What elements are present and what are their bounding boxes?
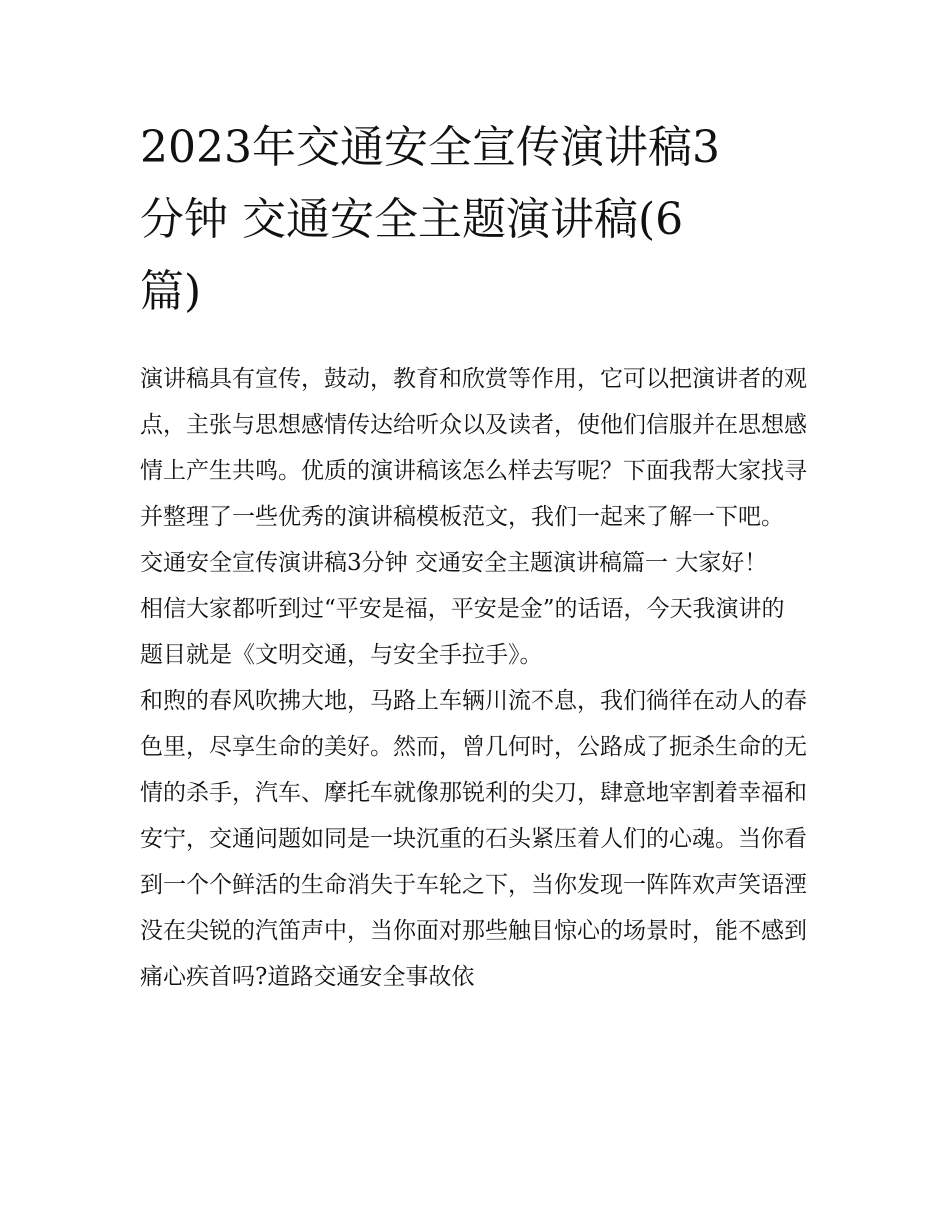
title-line-3: 篇) <box>140 266 202 317</box>
document-body <box>140 356 812 1000</box>
speech-heading-paragraph: 交通安全宣传演讲稿3分钟 交通安全主题演讲稿篇一 大家好！ 相信大家都听到过“平安是福，平安是金”的话语，今天我演讲的题目就是《文明交通，与安全手拉手》。 <box>140 550 785 668</box>
intro-paragraph: 演讲稿具有宣传，鼓动，教育和欣赏等作用，它可以把演讲者的观点，主张与思想感情传达给听众以及读者，使他们信服并在思想感情上产生共鸣。优质的演讲稿该怎么样去写呢？下面我帮大家找寻并整理了一些优秀的演讲稿模板范文，我们一起来了解一下吧。 <box>140 366 807 530</box>
title-line-1: 2023年交通安全宣传演讲稿3 <box>140 122 720 173</box>
title-line-2: 分钟 交通安全主题演讲稿(6 <box>140 194 684 245</box>
document-title <box>140 112 810 328</box>
speech-body-paragraph: 和煦的春风吹拂大地，马路上车辆川流不息，我们徜徉在动人的春色里，尽享生命的美好。然而，曾几何时，公路成了扼杀生命的无情的杀手，汽车、摩托车就像那锐利的尖刀，肆意地宰割着幸福和安宁，交通问题如同是一块沉重的石头紧压着人们的心魂。当你看到一个个鲜活的生命消失于车轮之下，当你发现一阵阵欢声笑语湮没在尖锐的汽笛声中，当你面对那些触目惊心的场景时，能不感到痛心疾首吗?道路交通安全事故依 <box>140 688 807 990</box>
